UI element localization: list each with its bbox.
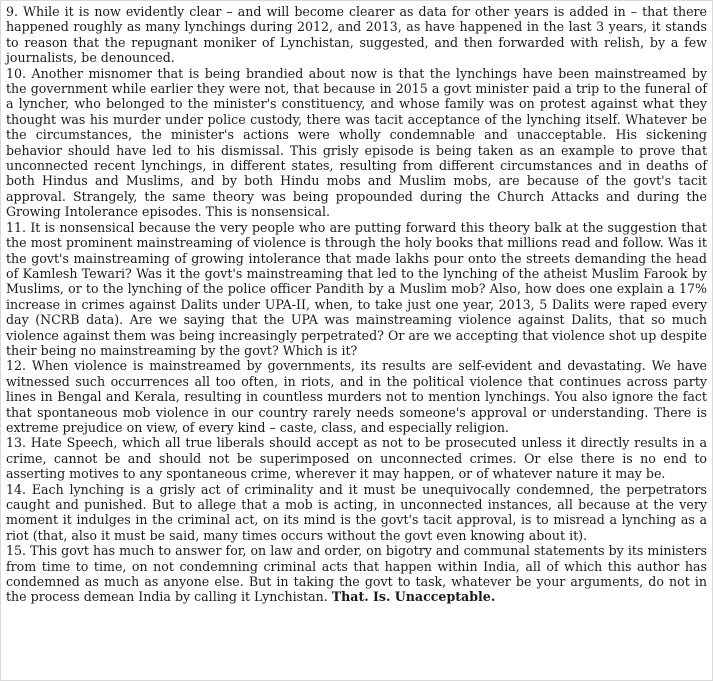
paragraph-12 <box>6 358 707 435</box>
paragraph-13 <box>6 435 707 481</box>
paragraph-11 <box>6 220 707 359</box>
paragraph-15 <box>6 543 707 605</box>
paragraph-text: 11. It is nonsensical because the very people who are putting forward this theory balk at the suggestion that the most prominent mainstreaming of violence is through the holy books that millions read and follow. Was it the govt's mainstreaming of growing intolerance that made lakhs pour onto the streets demanding the head of Kamlesh Tewari? Was it the govt's mainstreaming that led to the lynching of the atheist Muslim Farook by Muslims, or to the lynching of the police officer Pandith by a Muslim mob? Also, how does one explain a 17% increase in crimes against Dalits under UPA-II, when, to take just one year, 2013, 5 Dalits were raped every day (NCRB data). Are we saying that the UPA was mainstreaming violence against Dalits, that so much violence against them was being increasingly perpetrated? Or are we accepting that violence shot up despite their being no mainstreaming by the govt? Which is it? <box>6 219 707 358</box>
paragraph-text: 14. Each lynching is a grisly act of criminality and it must be unequivocally condemned, the perpetrators caught and punished. But to allege that a mob is acting, in unconnected instances, all because at the very moment it indulges in the criminal act, on its mind is the govt's tacit approval, is to misread a lynching as a riot (that, also it must be said, many times occurs without the govt even knowing about it). <box>6 481 707 543</box>
paragraph-text: 9. While it is now evidently clear – and will become clearer as data for other years is added in – that there happened roughly as many lynchings during 2012, and 2013, as have happened in the last 3 years, it stands to reason that the repugnant moniker of Lynchistan, suggested, and then forwarded with relish, by a few journalists, be denounced. <box>6 4 707 66</box>
paragraph-text: 13. Hate Speech, which all true liberals should accept as not to be prosecuted unless it directly results in a crime, cannot be and should not be superimposed on unconnected crimes. Or else there is no end to asserting motives to any spontaneous crime, wherever it may happen, or of whatever nature it may be. <box>6 435 707 482</box>
paragraph-text: 10. Another misnomer that is being brandied about now is that the lynchings have been mainstreamed by the government while earlier they were not, that because in 2015 a govt minister paid a trip to the funeral of a lyncher, who belonged to the minister's constituency, and whose family was on protest against what they thought was his murder under police custody, there was tacit acceptance of the lynching itself. Whatever be the circumstances, the minister's actions were wholly condemnable and unacceptable. His sickening behavior should have led to his dismissal. This grisly episode is being taken as an example to prove that unconnected recent lynchings, in different states, resulting from different circumstances and in deaths of both Hindus and Muslims, and by both Hindu mobs and Muslim mobs, are because of the govt's tacit approval. Strangely, the same theory was being propounded during the Church Attacks and during the Growing Intolerance episodes. This is nonsensical. <box>6 65 707 220</box>
paragraph-10 <box>6 66 707 220</box>
paragraph-9 <box>6 4 707 66</box>
paragraph-14 <box>6 482 707 544</box>
paragraph-text: 12. When violence is mainstreamed by governments, its results are self-evident and devastating. We have witnessed such occurrences all too often, in riots, and in the political violence that continues across party lines in Bengal and Kerala, resulting in countless murders not to mention lynchings. You also ignore the fact that spontaneous mob violence in our country rarely needs someone's approval or understanding. There is extreme prejudice on view, of every kind – caste, class, and especially religion. <box>6 358 707 435</box>
closing-emphasis: That. Is. Unacceptable. <box>331 589 496 605</box>
article-body <box>6 4 707 605</box>
paragraph-text: 15. This govt has much to answer for, on law and order, on bigotry and communal statements by its ministers from time to time, on not condemning criminal acts that happen within India, all of which this author has condemned as much as anyone else. But in taking the govt to task, whatever be your arguments, do not in the process demean India by calling it Lynchistan. <box>6 543 707 605</box>
